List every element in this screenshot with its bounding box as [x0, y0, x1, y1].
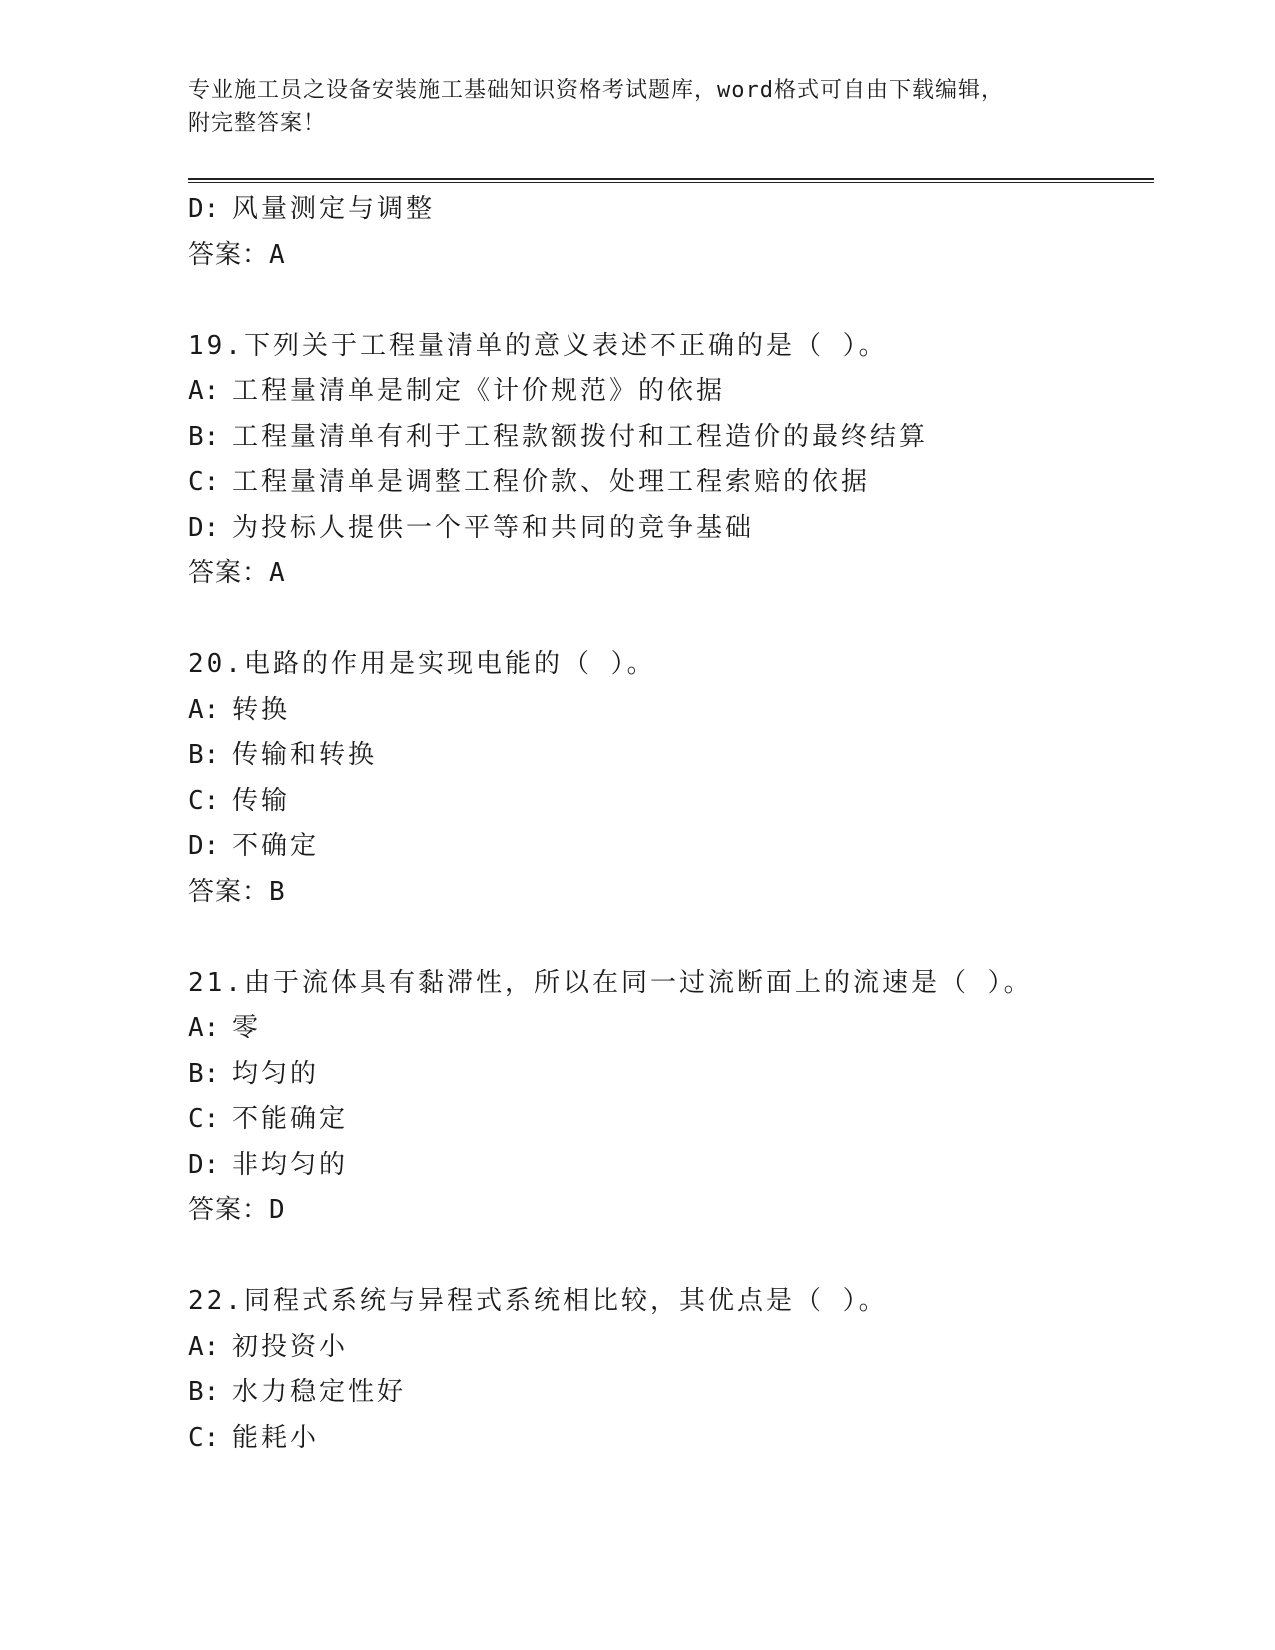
header-divider-thin: [188, 182, 1154, 183]
answer-row: [188, 551, 1154, 597]
option-text: 传输: [232, 785, 291, 816]
option-row: [188, 1370, 1154, 1416]
option-letter: B:: [188, 740, 220, 770]
option-text: 能耗小: [232, 1422, 320, 1453]
option-letter: C:: [188, 785, 220, 816]
option-letter: B:: [188, 1377, 220, 1407]
option-letter: C:: [188, 1422, 220, 1453]
option-text: 零: [232, 1013, 262, 1043]
option-row: [188, 1143, 1154, 1189]
option-letter: A:: [188, 1331, 220, 1362]
question-stem: 22.同程式系统与异程式系统相比较，其优点是（ ）。: [188, 1286, 888, 1316]
question-stem: 19.下列关于工程量清单的意义表述不正确的是（ ）。: [188, 330, 888, 361]
option-row: [188, 1325, 1154, 1371]
option-row: [188, 1416, 1154, 1462]
option-letter: A:: [188, 1013, 220, 1043]
option-text: 为投标人提供一个平等和共同的竞争基础: [232, 512, 755, 543]
option-letter: D:: [188, 1149, 220, 1180]
option-letter: C:: [188, 467, 220, 497]
option-letter: B:: [188, 1058, 220, 1089]
question-stem: 21.由于流体具有黏滞性，所以在同一过流断面上的流速是（ ）。: [188, 967, 1033, 998]
option-text: 风量测定与调整: [232, 194, 436, 224]
spacer: [188, 278, 1154, 324]
option-text: 传输和转换: [232, 740, 378, 770]
option-letter: B:: [188, 421, 220, 452]
option-row: [188, 415, 1154, 461]
answer-value: A: [269, 239, 285, 270]
answer-label: 答案：: [188, 239, 270, 270]
answer-label: 答案：: [188, 876, 270, 907]
spacer: [188, 597, 1154, 643]
option-letter: A:: [188, 694, 220, 725]
header-line-2: 附完整答案！: [188, 111, 327, 136]
option-text: 水力稳定性好: [232, 1377, 407, 1407]
option-text: 非均匀的: [232, 1149, 349, 1180]
option-text: 不能确定: [232, 1104, 349, 1134]
answer-label: 答案：: [188, 1195, 270, 1225]
option-text: 工程量清单是调整工程价款、处理工程索赔的依据: [232, 467, 871, 497]
option-row: [188, 369, 1154, 415]
option-letter: A:: [188, 376, 220, 406]
option-row: [188, 688, 1154, 734]
answer-row: [188, 1188, 1154, 1234]
option-row: [188, 1052, 1154, 1098]
answer-value: B: [269, 876, 285, 907]
option-row: [188, 733, 1154, 779]
option-row: [188, 779, 1154, 825]
header-line-1: 专业施工员之设备安装施工基础知识资格考试题库，word格式可自由下载编辑，: [188, 78, 1004, 103]
option-text: 初投资小: [232, 1331, 349, 1362]
option-letter: C:: [188, 1104, 220, 1134]
answer-value: D: [269, 1195, 285, 1225]
answer-row: [188, 233, 1154, 279]
answer-label: 答案：: [188, 558, 270, 588]
option-row: [188, 187, 1154, 233]
option-letter: D:: [188, 512, 220, 543]
option-text: 工程量清单有利于工程款额拨付和工程造价的最终结算: [232, 421, 929, 452]
option-text: 均匀的: [232, 1058, 320, 1089]
option-row: [188, 506, 1154, 552]
option-row: [188, 1097, 1154, 1143]
option-row: [188, 1006, 1154, 1052]
question-list: [188, 187, 1154, 1461]
option-row: [188, 824, 1154, 870]
document-header: [188, 74, 1088, 140]
option-letter: D:: [188, 831, 220, 861]
answer-value: A: [269, 558, 285, 588]
option-text: 不确定: [232, 831, 320, 861]
header-divider-thick: [188, 178, 1154, 180]
answer-row: [188, 870, 1154, 916]
option-row: [188, 460, 1154, 506]
spacer: [188, 1234, 1154, 1280]
spacer: [188, 915, 1154, 961]
question-stem: 20.电路的作用是实现电能的（ ）。: [188, 649, 656, 679]
option-text: 工程量清单是制定《计价规范》的依据: [232, 376, 726, 406]
option-text: 转换: [232, 694, 291, 725]
option-letter: D:: [188, 194, 220, 224]
